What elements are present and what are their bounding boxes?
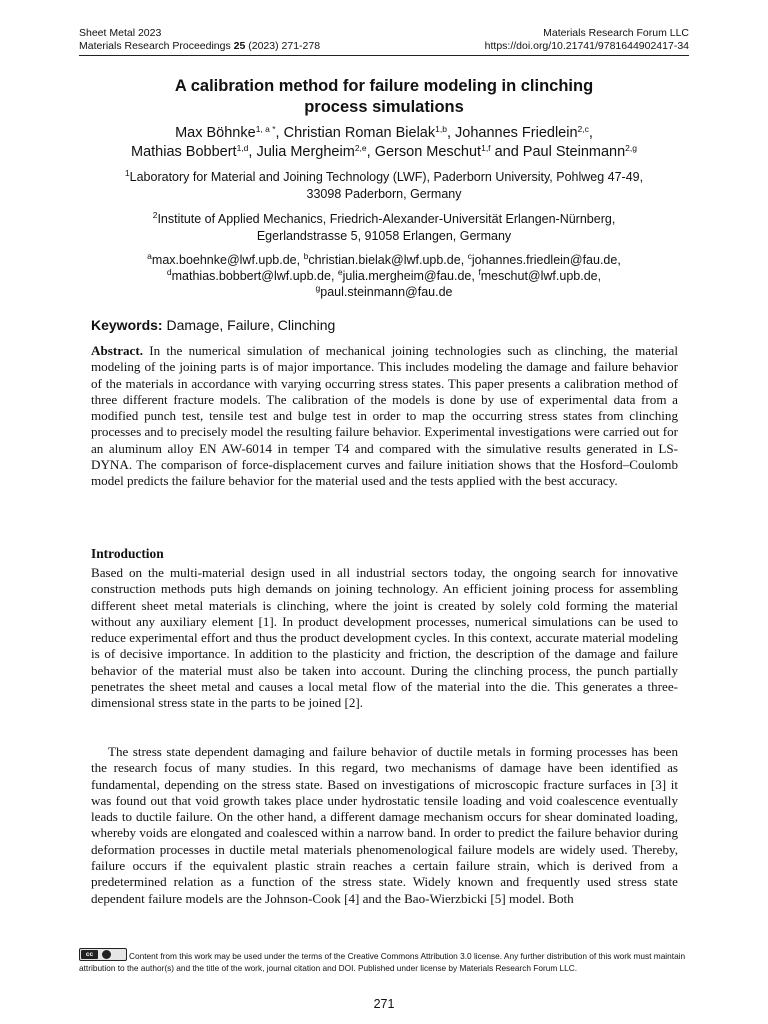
cc-logo-text: cc: [81, 950, 98, 959]
affiliation-1-marker: 1: [124, 168, 130, 178]
author-4: [131, 144, 256, 160]
author-4-marker: 1,d: [236, 143, 249, 153]
email-2: [304, 253, 468, 267]
email-1: [147, 253, 303, 267]
email-separator: ,: [330, 269, 338, 283]
email-3: [468, 253, 621, 267]
introduction-paragraph-2: The stress state dependent damaging and failure behavior of ductile metals in forming processes has been the research focus of many studies. In this regard, two mechanisms of damage have been identified as fundamental, depending on the stress state. Based on investigations of microscopic fracture surfaces in [3] it was found out that void growth takes place under hydrostatic tensile loading and void coalescence eventually leads to ductile failure. On the other hand, a different damage mechanism occurs for shear dominated loading, whereby voids are elongated and coalesced within a narrow band. In order to predict the failure behavior during deformation processes in ductile metal materials phenomenological failure models are widely used. Thereby, failure occurs if the equivalent plastic strain reaches a certain failure strain, which is derived from a predetermined relation as a function of the stress state. Widely known and frequently used stress state dependent failure models are the Johnson-Cook [4] and the Bao-Wierzbicki [5] model. Both: [91, 744, 678, 906]
email-2-text: christian.bielak@lwf.upb.de: [308, 253, 461, 267]
email-list: [79, 252, 689, 300]
affiliation-2-line-2: Egerlandstrasse 5, 91058 Erlangen, Germany: [256, 229, 512, 243]
title-line-1: A calibration method for failure modeling in clinching: [174, 77, 594, 95]
email-6-marker: f: [478, 267, 481, 277]
author-3-marker: 2,c: [577, 124, 589, 134]
email-5-text: julia.mergheim@fau.de: [342, 269, 472, 283]
conference-name: Sheet Metal 2023: [79, 27, 162, 39]
by-person-icon: [102, 950, 111, 959]
affiliation-2: [79, 211, 689, 245]
author-3: [455, 125, 593, 141]
affiliation-1-text: Laboratory for Material and Joining Technology (LWF), Paderborn University, Pohlweg 47-49,: [129, 170, 644, 184]
author-separator: ,: [366, 144, 375, 160]
email-6: [478, 269, 601, 283]
author-separator: ,: [248, 144, 257, 160]
abstract-text: In the numerical simulation of mechanical joining technologies such as clinching, the material modeling of the joining parts is of major importance. This includes modeling the damage and failure behavior of the materials in accordance with varying occurring stress states. This paper presents a calibration method of three different fracture models. The calibration of the models is done by use of experimental data from a modified punch test, tensile test and bulge test in order to map the occurring stress states from clinching processes and to precisely model the resulting failure behavior. Experimental investigations were carried out for an aluminum alloy EN AW-6014 in temper T4 and compared with the simulative results generated in LS-DYNA. The comparison of force-displacement curves and failure initiation shows that the Hosford–Coulomb model predicts the failure behavior for the material used and the tests applied with the best accuracy.: [91, 343, 678, 489]
author-separator: and: [490, 144, 523, 160]
title-line-2: process simulations: [304, 98, 464, 116]
header-rule: [79, 55, 689, 56]
volume-number: 25: [233, 40, 246, 52]
license-text: Content from this work may be used under the terms of the Creative Commons Attribution 3.0 license. Any further distribution of this work must maintain attribution to the author(s) and the title of the work, journal citation and DOI. Published under license by Materials Research Forum LLC.: [79, 951, 686, 973]
email-7-text: paul.steinmann@fau.de: [320, 285, 453, 299]
email-separator: ,: [471, 269, 479, 283]
affiliation-1-line-1: [79, 169, 689, 186]
email-7-marker: g: [315, 283, 321, 293]
affiliation-1-line-2: 33098 Paderborn, Germany: [306, 187, 462, 201]
running-header-line-2: [79, 40, 689, 53]
author-4-text: Mathias Bobbert: [131, 144, 237, 160]
email-separator: ,: [460, 253, 468, 267]
license-notice: [79, 948, 689, 974]
author-list: [79, 124, 689, 162]
keywords: [91, 316, 335, 334]
paper-title: [79, 76, 689, 118]
author-separator: ,: [588, 125, 593, 141]
author-separator: ,: [275, 125, 284, 141]
author-5: [256, 144, 374, 160]
proceedings-citation: [79, 40, 320, 53]
author-6-marker: 1,f: [481, 143, 491, 153]
email-4-marker: d: [166, 267, 172, 277]
author-7-marker: 2,g: [625, 143, 637, 153]
email-5: [337, 267, 481, 283]
author-1-text: Max Böhnke: [175, 125, 256, 141]
affiliation-2-line-1: [79, 211, 689, 228]
publisher-name: Materials Research Forum LLC: [543, 27, 689, 39]
year-pages: (2023) 271-278: [245, 40, 321, 52]
author-2-text: Christian Roman Bielak: [283, 125, 436, 141]
author-6: [375, 144, 523, 160]
email-2-marker: b: [303, 251, 309, 261]
introduction-paragraph-1: Based on the multi-material design used in all industrial sectors today, the ongoing search for innovative construction methods puts high demands on joining technology. An efficient joining process for assembling different sheet metal materials is clinching, where the joint is created by solely cold forming the material without any auxiliary element [1]. In product development processes, numerical simulations can be used to reduce experimental effort and thus the product development cycles. In this context, accurate material modeling is of decisive importance. In addition to the plasticity and friction, the description of the damage and failure behavior of the material must also be taken into account. During the clinching process, the punch partially penetrates the sheet metal and causes a local metal flow of the material into the die. This generates a three-dimensional stress state in the parts to be joined [2].: [91, 565, 678, 711]
email-6-text: meschut@lwf.upb.de: [480, 269, 598, 283]
email-4: [167, 269, 338, 283]
email-separator: ,: [296, 253, 304, 267]
affiliation-1: [79, 169, 689, 203]
abstract-label: Abstract.: [91, 343, 143, 358]
section-heading-introduction: Introduction: [91, 546, 164, 561]
author-7-text: Paul Steinmann: [522, 144, 626, 160]
author-2-marker: 1,b: [435, 124, 447, 134]
email-1-marker: a: [147, 251, 152, 261]
email-1-text: max.boehnke@lwf.upb.de: [151, 253, 297, 267]
author-1: [175, 125, 284, 141]
author-7: [523, 144, 637, 160]
page-number: 271: [373, 997, 395, 1011]
keywords-text: Damage, Failure, Clinching: [162, 317, 336, 333]
doi-link[interactable]: https://doi.org/10.21741/9781644902417-34: [484, 40, 689, 52]
author-1-marker: 1, a *: [255, 124, 276, 134]
author-5-text: Julia Mergheim: [256, 144, 355, 160]
author-separator: ,: [446, 125, 456, 141]
email-5-marker: e: [337, 267, 343, 277]
email-4-text: mathias.bobbert@lwf.upb.de: [171, 269, 331, 283]
author-6-text: Gerson Meschut: [374, 144, 482, 160]
running-header-line-1: [79, 27, 689, 40]
email-3-text: johannes.friedlein@fau.de: [471, 253, 618, 267]
affiliation-2-text: Institute of Applied Mechanics, Friedrich-Alexander-Universität Erlangen-Nürnberg,: [157, 212, 616, 226]
affiliation-2-marker: 2: [152, 210, 158, 220]
email-separator: ,: [617, 253, 621, 267]
cc-by-license-icon[interactable]: [79, 948, 127, 961]
author-5-marker: 2,e: [354, 143, 367, 153]
email-3-marker: c: [467, 251, 472, 261]
author-2: [284, 125, 455, 141]
keywords-label: Keywords:: [91, 317, 163, 333]
author-3-text: Johannes Friedlein: [455, 125, 578, 141]
email-separator: ,: [597, 269, 602, 283]
abstract: [91, 343, 678, 490]
email-7: [316, 285, 453, 299]
proceedings-name: Materials Research Proceedings: [79, 40, 234, 52]
